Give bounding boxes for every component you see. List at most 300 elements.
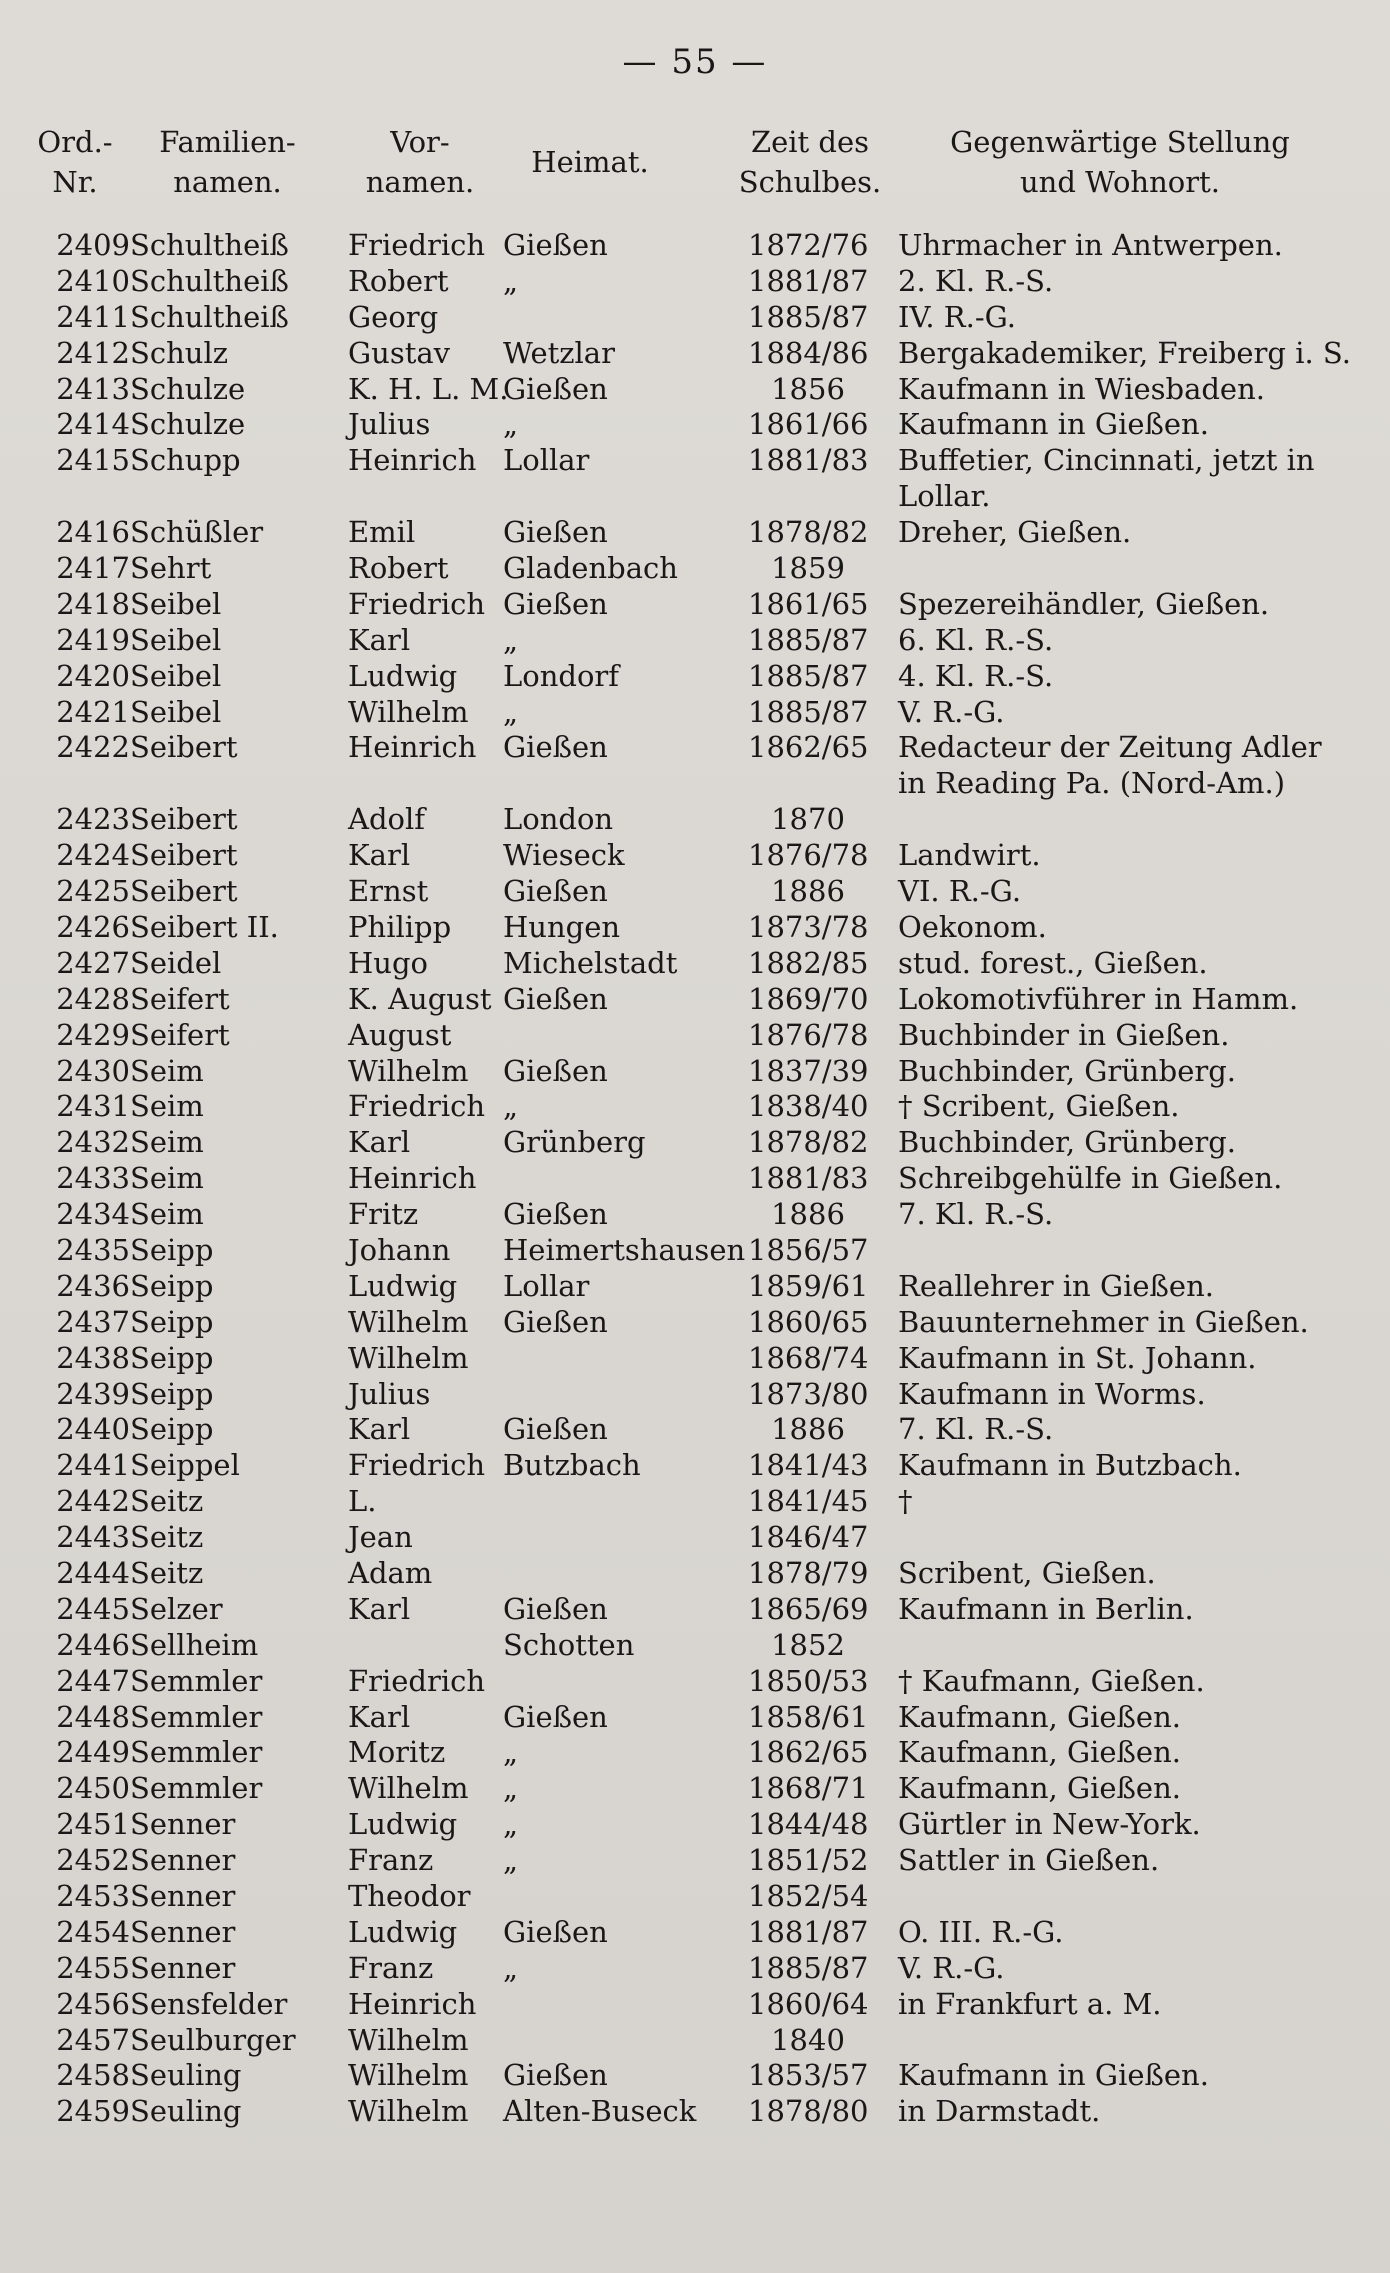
- hometown: Gießen: [503, 1304, 608, 1339]
- school-years: 1885/87: [748, 658, 869, 693]
- hometown: „: [503, 1089, 519, 1124]
- first-name: Karl: [348, 1591, 411, 1626]
- school-years: 1881/87: [748, 1914, 869, 1949]
- family-name: Seim: [130, 1161, 204, 1196]
- family-name: Semmler: [130, 1663, 263, 1698]
- first-name: K. H. L. M.: [348, 371, 509, 406]
- row-number: 2417: [56, 551, 130, 586]
- first-name: Wilhelm: [348, 694, 469, 729]
- hometown: Gießen: [503, 1412, 608, 1447]
- school-years: 1862/65: [748, 1735, 869, 1770]
- hometown: „: [503, 1771, 519, 1806]
- position-residence: Landwirt.: [898, 838, 1041, 873]
- position-residence: Bergakademiker, Freiberg i. S.: [898, 335, 1351, 370]
- row-number: 2430: [56, 1053, 130, 1088]
- first-name: Georg: [348, 299, 439, 334]
- table-row: [0, 802, 1390, 838]
- family-name: Senner: [130, 1843, 236, 1878]
- family-name: Semmler: [130, 1771, 263, 1806]
- header-stellung-line1: Gegenwärtige Stellung: [950, 125, 1290, 159]
- first-name: Friedrich: [348, 586, 486, 621]
- school-years: 1878/80: [748, 2094, 869, 2129]
- hometown: Gießen: [503, 586, 608, 621]
- table-row: [0, 910, 1390, 946]
- header-heimat: [505, 142, 675, 182]
- hometown: Londorf: [503, 658, 620, 693]
- hometown: Michelstadt: [503, 945, 678, 980]
- row-number: 2419: [56, 622, 130, 657]
- table-row: [0, 874, 1390, 910]
- table-row: [0, 1089, 1390, 1125]
- row-number: 2441: [56, 1448, 130, 1483]
- position-residence: Kaufmann, Gießen.: [898, 1699, 1181, 1734]
- table-row: [0, 1735, 1390, 1771]
- position-residence: Oekonom.: [898, 909, 1047, 944]
- family-name: Selzer: [130, 1591, 223, 1626]
- first-name: Friedrich: [348, 228, 486, 262]
- school-years: 1886: [771, 1197, 845, 1232]
- hometown: Gießen: [503, 371, 608, 406]
- row-number: 2415: [56, 443, 130, 478]
- first-name: Jean: [348, 1520, 413, 1555]
- row-number: 2418: [56, 586, 130, 621]
- school-years: 1878/82: [748, 515, 869, 550]
- table-row: [0, 946, 1390, 982]
- row-number: 2437: [56, 1304, 130, 1339]
- school-years: 1859: [771, 551, 845, 586]
- row-number: 2444: [56, 1555, 130, 1590]
- header-familie-line2: namen.: [173, 165, 282, 199]
- school-years: 1868/74: [748, 1340, 869, 1375]
- family-name: Seim: [130, 1125, 204, 1160]
- row-number: 2426: [56, 909, 130, 944]
- family-name: Seipp: [130, 1304, 214, 1339]
- school-years: 1852: [771, 1627, 845, 1662]
- table-row: [0, 1771, 1390, 1807]
- position-residence: Schreibgehülfe in Gießen.: [898, 1161, 1283, 1196]
- position-residence: † Kaufmann, Gießen.: [898, 1663, 1205, 1698]
- school-years: 1860/65: [748, 1304, 869, 1339]
- row-number: 2436: [56, 1268, 130, 1303]
- table-row: [0, 372, 1390, 408]
- position-residence: Scribent, Gießen.: [898, 1555, 1156, 1590]
- family-name: Seulburger: [130, 2022, 296, 2057]
- row-number: 2442: [56, 1484, 130, 1519]
- table-row: [0, 1987, 1390, 2023]
- school-years: 1868/71: [748, 1771, 869, 1806]
- table-row: [0, 1951, 1390, 1987]
- family-name: Seibel: [130, 658, 222, 693]
- family-name: Seitz: [130, 1555, 204, 1590]
- table-row: [0, 982, 1390, 1018]
- first-name: Ludwig: [348, 658, 458, 693]
- row-number: 2456: [56, 1986, 130, 2021]
- hometown: „: [503, 694, 519, 729]
- first-name: Ernst: [348, 874, 429, 909]
- table-row: [0, 1377, 1390, 1413]
- family-name: Senner: [130, 1914, 236, 1949]
- position-residence: † Scribent, Gießen.: [898, 1089, 1180, 1124]
- position-residence: Lokomotivführer in Hamm.: [898, 981, 1299, 1016]
- family-name: Seifert: [130, 981, 230, 1016]
- header-heimat-line1: Heimat.: [531, 145, 649, 179]
- school-years: 1841/45: [748, 1484, 869, 1519]
- school-years: 1841/43: [748, 1448, 869, 1483]
- family-name: Schultheiß: [130, 299, 289, 334]
- hometown: Gießen: [503, 981, 608, 1016]
- school-years: 1881/83: [748, 443, 869, 478]
- school-years: 1884/86: [748, 335, 869, 370]
- row-number: 2410: [56, 263, 130, 298]
- school-years: 1885/87: [748, 1950, 869, 1985]
- table-row: [0, 1412, 1390, 1448]
- register-table: [0, 228, 1390, 2130]
- table-row: [0, 1879, 1390, 1915]
- school-years: 1859/61: [748, 1268, 869, 1303]
- family-name: Schultheiß: [130, 228, 289, 262]
- table-row: [0, 659, 1390, 695]
- school-years: 1851/52: [748, 1843, 869, 1878]
- row-number: 2420: [56, 658, 130, 693]
- family-name: Sensfelder: [130, 1986, 288, 2021]
- row-number: 2411: [56, 299, 130, 334]
- table-row: [0, 1807, 1390, 1843]
- table-row: [0, 1018, 1390, 1054]
- first-name: Julius: [348, 1376, 431, 1411]
- first-name: Franz: [348, 1843, 434, 1878]
- hometown: „: [503, 407, 519, 442]
- position-residence: Buchbinder, Grünberg.: [898, 1125, 1237, 1160]
- row-number: 2433: [56, 1161, 130, 1196]
- family-name: Seipp: [130, 1232, 214, 1267]
- hometown: „: [503, 1807, 519, 1842]
- school-years: 1837/39: [748, 1053, 869, 1088]
- row-number: 2434: [56, 1197, 130, 1232]
- family-name: Schultheiß: [130, 263, 289, 298]
- header-zeit-line2: Schulbes.: [738, 165, 882, 199]
- first-name: Johann: [348, 1232, 451, 1267]
- first-name: Moritz: [348, 1735, 446, 1770]
- school-years: 1878/79: [748, 1555, 869, 1590]
- position-residence: 6. Kl. R.-S.: [898, 622, 1054, 657]
- table-row: [0, 1161, 1390, 1197]
- family-name: Seipp: [130, 1268, 214, 1303]
- hometown: „: [503, 1735, 519, 1770]
- table-row: [0, 1341, 1390, 1377]
- first-name: Adolf: [348, 802, 425, 837]
- table-row: [0, 1664, 1390, 1700]
- first-name: Wilhelm: [348, 2022, 469, 2057]
- table-row: [0, 443, 1390, 515]
- position-residence: Kaufmann in Berlin.: [898, 1591, 1194, 1626]
- first-name: Friedrich: [348, 1089, 486, 1124]
- school-years: 1840: [771, 2022, 845, 2057]
- table-row: [0, 1054, 1390, 1090]
- row-number: 2421: [56, 694, 130, 729]
- family-name: Schulze: [130, 371, 246, 406]
- school-years: 1873/78: [748, 909, 869, 944]
- school-years: 1869/70: [748, 981, 869, 1016]
- first-name: Karl: [348, 1412, 411, 1447]
- row-number: 2440: [56, 1412, 130, 1447]
- row-number: 2438: [56, 1340, 130, 1375]
- family-name: Senner: [130, 1879, 236, 1913]
- position-residence: IV. R.-G.: [898, 299, 1016, 334]
- first-name: Adam: [348, 1555, 433, 1590]
- position-residence: O. III. R.-G.: [898, 1914, 1064, 1949]
- school-years: 1886: [771, 874, 845, 909]
- hometown: Lollar: [503, 443, 590, 478]
- family-name: Schüßler: [130, 515, 264, 550]
- first-name: Theodor: [348, 1879, 471, 1913]
- header-stellung: [920, 122, 1320, 202]
- table-row: [0, 336, 1390, 372]
- family-name: Seidel: [130, 945, 222, 980]
- row-number: 2455: [56, 1950, 130, 1985]
- position-residence: 7. Kl. R.-S.: [898, 1197, 1054, 1232]
- hometown: Wieseck: [503, 838, 625, 873]
- family-name: Sehrt: [130, 551, 212, 586]
- position-residence: Buffetier, Cincinnati, jetzt in Lollar.: [898, 443, 1315, 514]
- row-number: 2409: [56, 228, 130, 262]
- first-name: August: [348, 1017, 452, 1052]
- table-row: [0, 1233, 1390, 1269]
- first-name: Karl: [348, 1125, 411, 1160]
- table-row: [0, 2094, 1390, 2130]
- row-number: 2448: [56, 1699, 130, 1734]
- family-name: Seim: [130, 1053, 204, 1088]
- first-name: Ludwig: [348, 1268, 458, 1303]
- family-name: Seippel: [130, 1448, 240, 1483]
- family-name: Seim: [130, 1089, 204, 1124]
- position-residence: Kaufmann in Gießen.: [898, 407, 1209, 442]
- table-row: [0, 1125, 1390, 1161]
- family-name: Schupp: [130, 443, 241, 478]
- position-residence: Kaufmann in Gießen.: [898, 2058, 1209, 2093]
- school-years: 1858/61: [748, 1699, 869, 1734]
- hometown: Gießen: [503, 515, 608, 550]
- row-number: 2451: [56, 1807, 130, 1842]
- family-name: Seuling: [130, 2058, 242, 2093]
- table-row: [0, 1592, 1390, 1628]
- header-zeit-line1: Zeit des: [750, 125, 870, 159]
- table-row: [0, 1520, 1390, 1556]
- page-number: — 55 —: [622, 42, 768, 82]
- first-name: Ludwig: [348, 1807, 458, 1842]
- hometown: „: [503, 622, 519, 657]
- first-name: Wilhelm: [348, 1340, 469, 1375]
- first-name: Franz: [348, 1950, 434, 1985]
- position-residence: Dreher, Gießen.: [898, 515, 1132, 550]
- school-years: 1885/87: [748, 622, 869, 657]
- first-name: Heinrich: [348, 443, 477, 478]
- table-row: [0, 264, 1390, 300]
- row-number: 2454: [56, 1914, 130, 1949]
- hometown: Gießen: [503, 228, 608, 262]
- family-name: Seibert: [130, 730, 238, 765]
- row-number: 2432: [56, 1125, 130, 1160]
- position-residence: Reallehrer in Gießen.: [898, 1268, 1214, 1303]
- table-row: [0, 2058, 1390, 2094]
- hometown: Gladenbach: [503, 551, 678, 586]
- position-residence: Kaufmann in Wiesbaden.: [898, 371, 1265, 406]
- hometown: Gießen: [503, 1914, 608, 1949]
- table-row: [0, 1197, 1390, 1233]
- first-name: Wilhelm: [348, 1053, 469, 1088]
- family-name: Seibert II.: [130, 909, 279, 944]
- first-name: Fritz: [348, 1197, 419, 1232]
- row-number: 2413: [56, 371, 130, 406]
- position-residence: V. R.-G.: [898, 694, 1005, 729]
- family-name: Seipp: [130, 1376, 214, 1411]
- hometown: London: [503, 802, 614, 837]
- first-name: L.: [348, 1484, 377, 1519]
- school-years: 1844/48: [748, 1807, 869, 1842]
- school-years: 1846/47: [748, 1520, 869, 1555]
- table-row: [0, 1448, 1390, 1484]
- hometown: „: [503, 1843, 519, 1878]
- table-row: [0, 695, 1390, 731]
- table-row: [0, 228, 1390, 264]
- position-residence: †: [898, 1484, 913, 1519]
- school-years: 1870: [771, 802, 845, 837]
- school-years: 1856/57: [748, 1232, 869, 1267]
- table-row: [0, 551, 1390, 587]
- family-name: Seibel: [130, 586, 222, 621]
- hometown: „: [503, 263, 519, 298]
- position-residence: Uhrmacher in Antwerpen.: [898, 228, 1283, 262]
- table-row: [0, 300, 1390, 336]
- row-number: 2435: [56, 1232, 130, 1267]
- position-residence: V. R.-G.: [898, 1950, 1005, 1985]
- row-number: 2416: [56, 515, 130, 550]
- school-years: 1872/76: [748, 228, 869, 262]
- row-number: 2453: [56, 1879, 130, 1913]
- row-number: 2459: [56, 2094, 130, 2129]
- table-row: [0, 1628, 1390, 1664]
- family-name: Seipp: [130, 1340, 214, 1375]
- position-residence: Spezereihändler, Gießen.: [898, 586, 1270, 621]
- first-name: Emil: [348, 515, 416, 550]
- family-name: Seifert: [130, 1017, 230, 1052]
- row-number: 2424: [56, 838, 130, 873]
- first-name: Karl: [348, 838, 411, 873]
- position-residence: Kaufmann in Worms.: [898, 1376, 1206, 1411]
- family-name: Sellheim: [130, 1627, 259, 1662]
- school-years: 1838/40: [748, 1089, 869, 1124]
- position-residence: 2. Kl. R.-S.: [898, 263, 1054, 298]
- table-row: [0, 407, 1390, 443]
- position-residence: Kaufmann, Gießen.: [898, 1735, 1181, 1770]
- family-name: Senner: [130, 1950, 236, 1985]
- first-name: Heinrich: [348, 1161, 477, 1196]
- school-years: 1876/78: [748, 838, 869, 873]
- hometown: Gießen: [503, 1053, 608, 1088]
- position-residence: Redacteur der Zeitung Adler in Reading Pa. (Nord-Am.): [898, 730, 1322, 801]
- header-familie: [135, 122, 320, 202]
- family-name: Seibel: [130, 694, 222, 729]
- hometown: Lollar: [503, 1268, 590, 1303]
- hometown: Grünberg: [503, 1125, 646, 1160]
- family-name: Schulze: [130, 407, 246, 442]
- school-years: 1876/78: [748, 1017, 869, 1052]
- row-number: 2414: [56, 407, 130, 442]
- first-name: Wilhelm: [348, 1771, 469, 1806]
- family-name: Semmler: [130, 1735, 263, 1770]
- hometown: Heimertshausen: [503, 1232, 746, 1267]
- school-years: 1850/53: [748, 1663, 869, 1698]
- school-years: 1881/83: [748, 1161, 869, 1196]
- table-row: [0, 1484, 1390, 1520]
- first-name: Friedrich: [348, 1663, 486, 1698]
- family-name: Seipp: [130, 1412, 214, 1447]
- school-years: 1881/87: [748, 263, 869, 298]
- school-years: 1882/85: [748, 945, 869, 980]
- first-name: Friedrich: [348, 1448, 486, 1483]
- table-row: [0, 1556, 1390, 1592]
- hometown: Gießen: [503, 730, 608, 765]
- row-number: 2458: [56, 2058, 130, 2093]
- hometown: Schotten: [503, 1627, 635, 1662]
- family-name: Seuling: [130, 2094, 242, 2129]
- family-name: Seitz: [130, 1520, 204, 1555]
- family-name: Senner: [130, 1807, 236, 1842]
- first-name: Wilhelm: [348, 2058, 469, 2093]
- hometown: Gießen: [503, 1197, 608, 1232]
- table-row: [0, 1700, 1390, 1736]
- school-years: 1873/80: [748, 1376, 869, 1411]
- first-name: Heinrich: [348, 1986, 477, 2021]
- position-residence: in Darmstadt.: [898, 2094, 1101, 2129]
- row-number: 2422: [56, 730, 130, 765]
- family-name: Seibert: [130, 838, 238, 873]
- school-years: 1853/57: [748, 2058, 869, 2093]
- header-nr-line1: Ord.-: [37, 125, 113, 159]
- school-years: 1860/64: [748, 1986, 869, 2021]
- family-name: Seibert: [130, 874, 238, 909]
- row-number: 2439: [56, 1376, 130, 1411]
- hometown: Butzbach: [503, 1448, 641, 1483]
- position-residence: Kaufmann in St. Johann.: [898, 1340, 1257, 1375]
- table-row: [0, 1305, 1390, 1341]
- table-row: [0, 1269, 1390, 1305]
- row-number: 2457: [56, 2022, 130, 2057]
- table-row: [0, 1843, 1390, 1879]
- family-name: Seibert: [130, 802, 238, 837]
- row-number: 2446: [56, 1627, 130, 1662]
- first-name: Robert: [348, 551, 449, 586]
- row-number: 2425: [56, 874, 130, 909]
- position-residence: VI. R.-G.: [898, 874, 1022, 909]
- first-name: Gustav: [348, 335, 451, 370]
- first-name: Wilhelm: [348, 2094, 469, 2129]
- header-vorname: [345, 122, 495, 202]
- table-row: [0, 1915, 1390, 1951]
- position-residence: Kaufmann, Gießen.: [898, 1771, 1181, 1806]
- first-name: Karl: [348, 1699, 411, 1734]
- row-number: 2452: [56, 1843, 130, 1878]
- position-residence: Gürtler in New-York.: [898, 1807, 1201, 1842]
- row-number: 2429: [56, 1017, 130, 1052]
- school-years: 1861/66: [748, 407, 869, 442]
- family-name: Semmler: [130, 1699, 263, 1734]
- header-stellung-line2: und Wohnort.: [1020, 165, 1220, 199]
- school-years: 1886: [771, 1412, 845, 1447]
- position-residence: Buchbinder in Gießen.: [898, 1017, 1230, 1052]
- family-name: Schulz: [130, 335, 229, 370]
- first-name: Hugo: [348, 945, 428, 980]
- first-name: Heinrich: [348, 730, 477, 765]
